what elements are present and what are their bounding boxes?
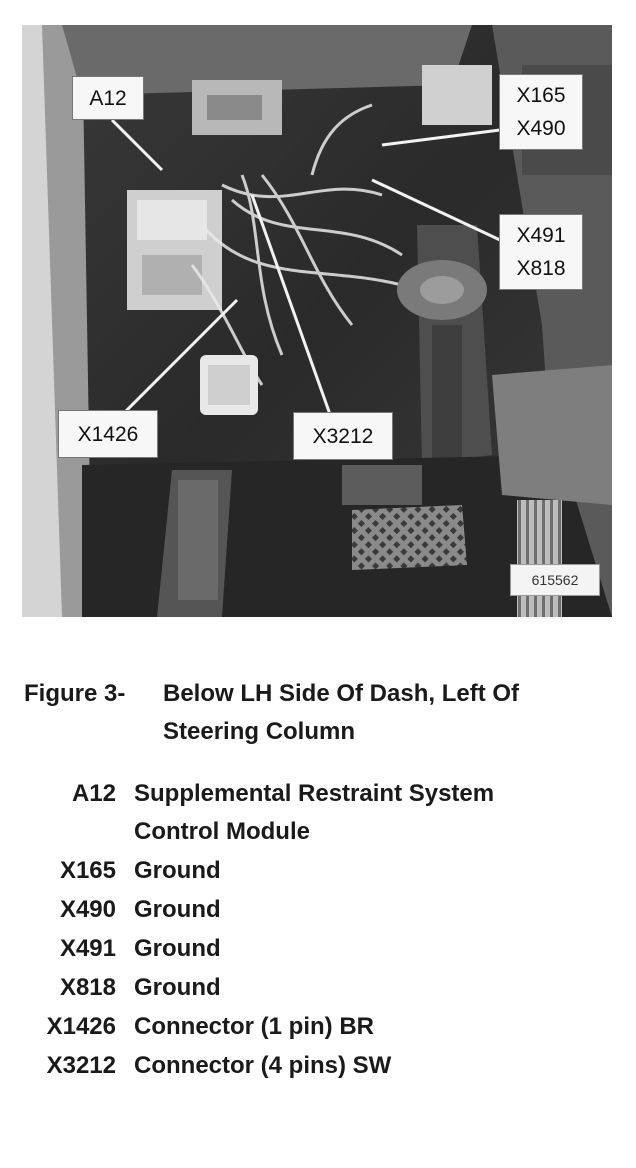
legend-desc: Connector (1 pin) BR xyxy=(134,1013,374,1040)
callout-x491-text: X491 xyxy=(516,224,566,247)
reference-number xyxy=(510,564,600,596)
callout-x491-x818 xyxy=(499,214,583,290)
callout-x818-text: X818 xyxy=(516,257,566,280)
legend-code: X491 xyxy=(59,935,116,962)
callout-x3212 xyxy=(293,412,393,460)
legend-desc: Connector (4 pins) SW xyxy=(134,1052,392,1079)
legend-desc: Ground xyxy=(134,935,221,962)
legend-desc: Control Module xyxy=(134,818,310,845)
legend-code: X165 xyxy=(59,857,116,884)
legend-desc: Supplemental Restraint System xyxy=(134,780,495,807)
legend-desc: Ground xyxy=(134,896,221,923)
figure-caption-line-1: Below LH Side Of Dash, Left Of xyxy=(163,680,520,707)
legend-desc: Ground xyxy=(134,857,221,884)
callout-x3212-text: X3212 xyxy=(312,424,374,448)
legend-code: A12 xyxy=(71,780,116,807)
figure-label: Figure 3- xyxy=(24,680,126,707)
callout-x1426 xyxy=(58,410,158,458)
legend-code: X490 xyxy=(59,896,116,923)
legend-code: X1426 xyxy=(46,1013,116,1040)
callout-x490-text: X490 xyxy=(516,117,566,140)
callout-x165-text: X165 xyxy=(516,84,566,107)
legend-code: X818 xyxy=(59,974,116,1001)
callout-a12-text: A12 xyxy=(89,86,127,110)
callout-x1426-text: X1426 xyxy=(77,422,139,446)
figure-caption-line-2: Steering Column xyxy=(163,718,356,745)
legend-desc: Ground xyxy=(134,974,221,1001)
reference-number-text: 615562 xyxy=(531,572,579,588)
callout-a12 xyxy=(72,76,144,120)
callout-x165-x490 xyxy=(499,74,583,150)
legend-code: X3212 xyxy=(46,1052,116,1079)
